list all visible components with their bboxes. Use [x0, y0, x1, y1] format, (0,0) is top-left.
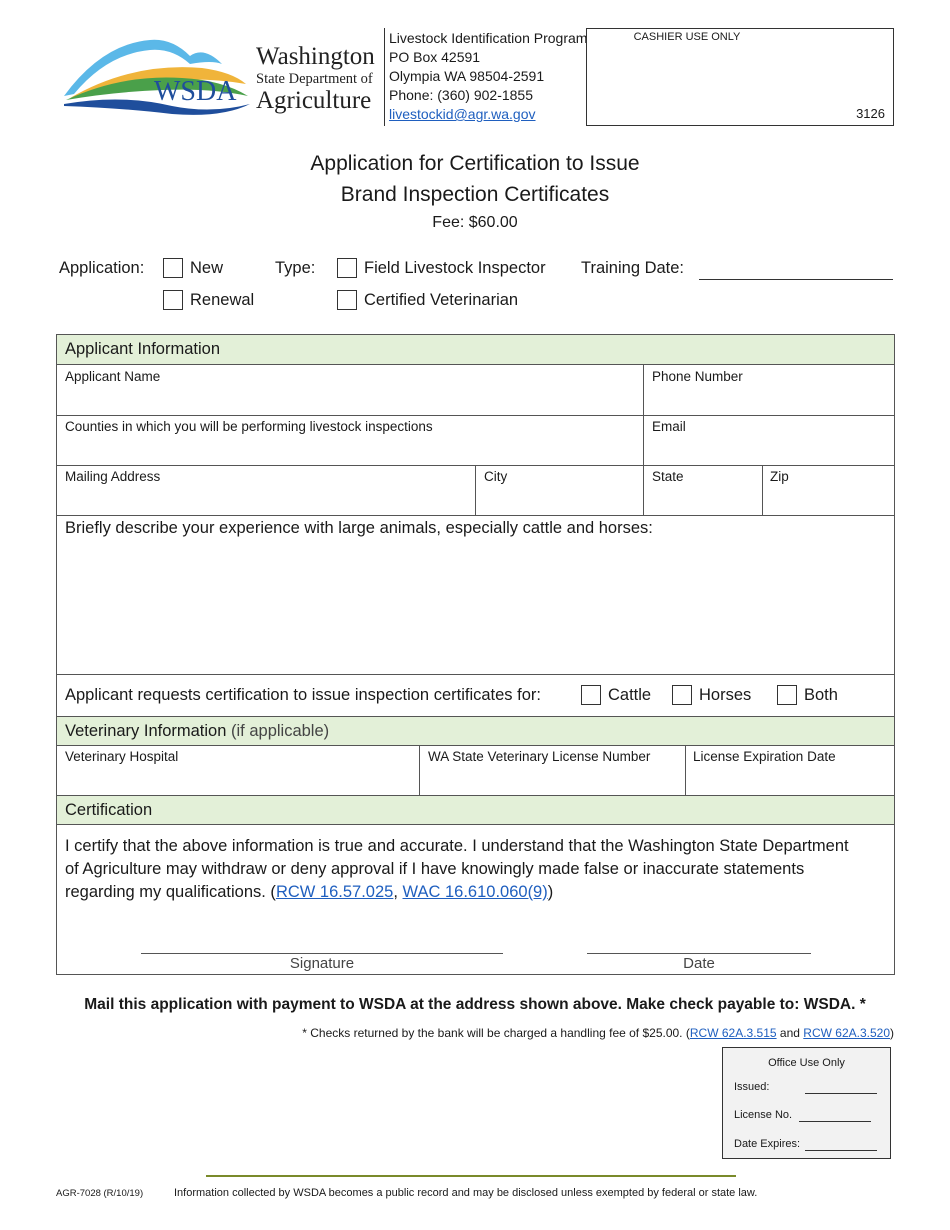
public-record-notice: Information collected by WSDA becomes a public record and may be disclosed unless exempted by federal or state law. — [174, 1187, 758, 1199]
training-date-field[interactable] — [699, 279, 893, 280]
email-label: Email — [652, 419, 686, 434]
cattle-checkbox[interactable] — [581, 685, 601, 705]
col-divider — [762, 465, 763, 515]
date-label: Date — [683, 955, 715, 972]
row-divider — [57, 515, 894, 516]
issued-label: Issued: — [734, 1081, 770, 1093]
mailing-address-label: Mailing Address — [65, 469, 161, 484]
svg-text:WSDA: WSDA — [154, 76, 237, 107]
vet-license-label: WA State Veterinary License Number — [428, 749, 651, 764]
license-expiration-label: License Expiration Date — [693, 749, 836, 764]
new-checkbox[interactable] — [163, 258, 183, 278]
signature-line[interactable] — [141, 953, 503, 954]
date-expires-field[interactable] — [805, 1150, 877, 1151]
col-divider — [475, 465, 476, 515]
certification-heading: Certification — [57, 795, 894, 825]
rcw-16-57-025-link[interactable]: RCW 16.57.025 — [275, 883, 394, 901]
applicant-name-label: Applicant Name — [65, 369, 161, 384]
cashier-label: CASHIER USE ONLY — [633, 31, 741, 43]
applicant-info-heading: Applicant Information — [57, 335, 894, 365]
vet-hospital-label: Veterinary Hospital — [65, 749, 179, 764]
certified-vet-label: Certified Veterinarian — [364, 291, 519, 309]
training-date-label: Training Date: — [581, 259, 685, 277]
agency-name: Washington State Department of Agriculture — [256, 43, 375, 114]
zip-label: Zip — [770, 469, 789, 484]
certified-vet-checkbox[interactable] — [337, 290, 357, 310]
field-inspector-checkbox[interactable] — [337, 258, 357, 278]
col-divider — [643, 365, 644, 515]
wsda-logo-graphic — [62, 34, 252, 116]
form-title-line2: Brand Inspection Certificates — [340, 183, 610, 206]
returned-check-note: * Checks returned by the bank will be charged a handling fee of $25.00. (RCW 62A.3.515 and RCW 62A.3.520) — [302, 1026, 894, 1040]
wsda-logo — [62, 34, 252, 116]
horses-checkbox[interactable] — [672, 685, 692, 705]
form-title-line1: Application for Certification to Issue — [310, 152, 640, 175]
form-id: AGR-7028 (R/10/19) — [56, 1188, 144, 1199]
type-label: Type: — [275, 259, 316, 277]
field-inspector-label: Field Livestock Inspector — [364, 259, 546, 277]
cashier-code: 3126 — [856, 106, 885, 121]
vet-info-heading: Veterinary Information (if applicable) — [57, 716, 894, 746]
header-divider — [384, 28, 385, 126]
both-label: Both — [804, 686, 838, 704]
row-divider — [57, 674, 894, 675]
row-divider — [57, 415, 894, 416]
wac-16-610-060-link[interactable]: WAC 16.610.060(9) — [402, 883, 548, 901]
counties-label: Counties in which you will be performing livestock inspections — [65, 419, 433, 434]
date-line[interactable] — [587, 953, 811, 954]
state-label: State — [652, 469, 684, 484]
cashier-use-box — [586, 28, 894, 126]
both-checkbox[interactable] — [777, 685, 797, 705]
rcw-62a-3-520-link[interactable]: RCW 62A.3.520 — [803, 1026, 890, 1040]
footer-rule — [206, 1175, 736, 1177]
email-link[interactable]: livestockid@agr.wa.gov — [389, 106, 536, 122]
col-divider — [419, 746, 420, 795]
office-use-box — [722, 1047, 891, 1159]
application-label: Application: — [59, 259, 145, 277]
office-use-heading: Office Use Only — [768, 1057, 845, 1069]
application-form — [56, 334, 895, 975]
requests-label: Applicant requests certification to issue inspection certificates for: — [65, 686, 541, 704]
program-address: Livestock Identification Program PO Box 42591 Olympia WA 98504-2591 Phone: (360) 902-1855 livestockid@agr.wa.gov — [389, 30, 588, 122]
issued-field[interactable] — [805, 1093, 877, 1094]
certification-text: I certify that the above information is true and accurate. I understand that the Washington State Department of Agriculture may withdraw or deny approval if I have knowingly made false or inaccurate statements regarding my qualifications. (RCW 16.57.025, WAC 16.610.060(9)) — [65, 837, 849, 901]
renewal-checkbox[interactable] — [163, 290, 183, 310]
city-label: City — [484, 469, 508, 484]
fee: Fee: $60.00 — [432, 214, 518, 231]
experience-label: Briefly describe your experience with large animals, especially cattle and horses: — [65, 519, 653, 537]
date-expires-label: Date Expires: — [734, 1138, 801, 1150]
col-divider — [685, 746, 686, 795]
license-no-field[interactable] — [799, 1121, 871, 1122]
new-label: New — [190, 259, 224, 277]
mail-instructions: Mail this application with payment to WSDA at the address shown above. Make check payable to: WSDA. * — [84, 996, 866, 1013]
license-no-label: License No. — [734, 1109, 793, 1121]
cattle-label: Cattle — [608, 686, 652, 704]
phone-label: Phone Number — [652, 369, 743, 384]
rcw-62a-3-515-link[interactable]: RCW 62A.3.515 — [689, 1026, 777, 1040]
horses-label: Horses — [699, 686, 752, 704]
renewal-label: Renewal — [190, 291, 255, 309]
signature-label: Signature — [289, 955, 355, 972]
